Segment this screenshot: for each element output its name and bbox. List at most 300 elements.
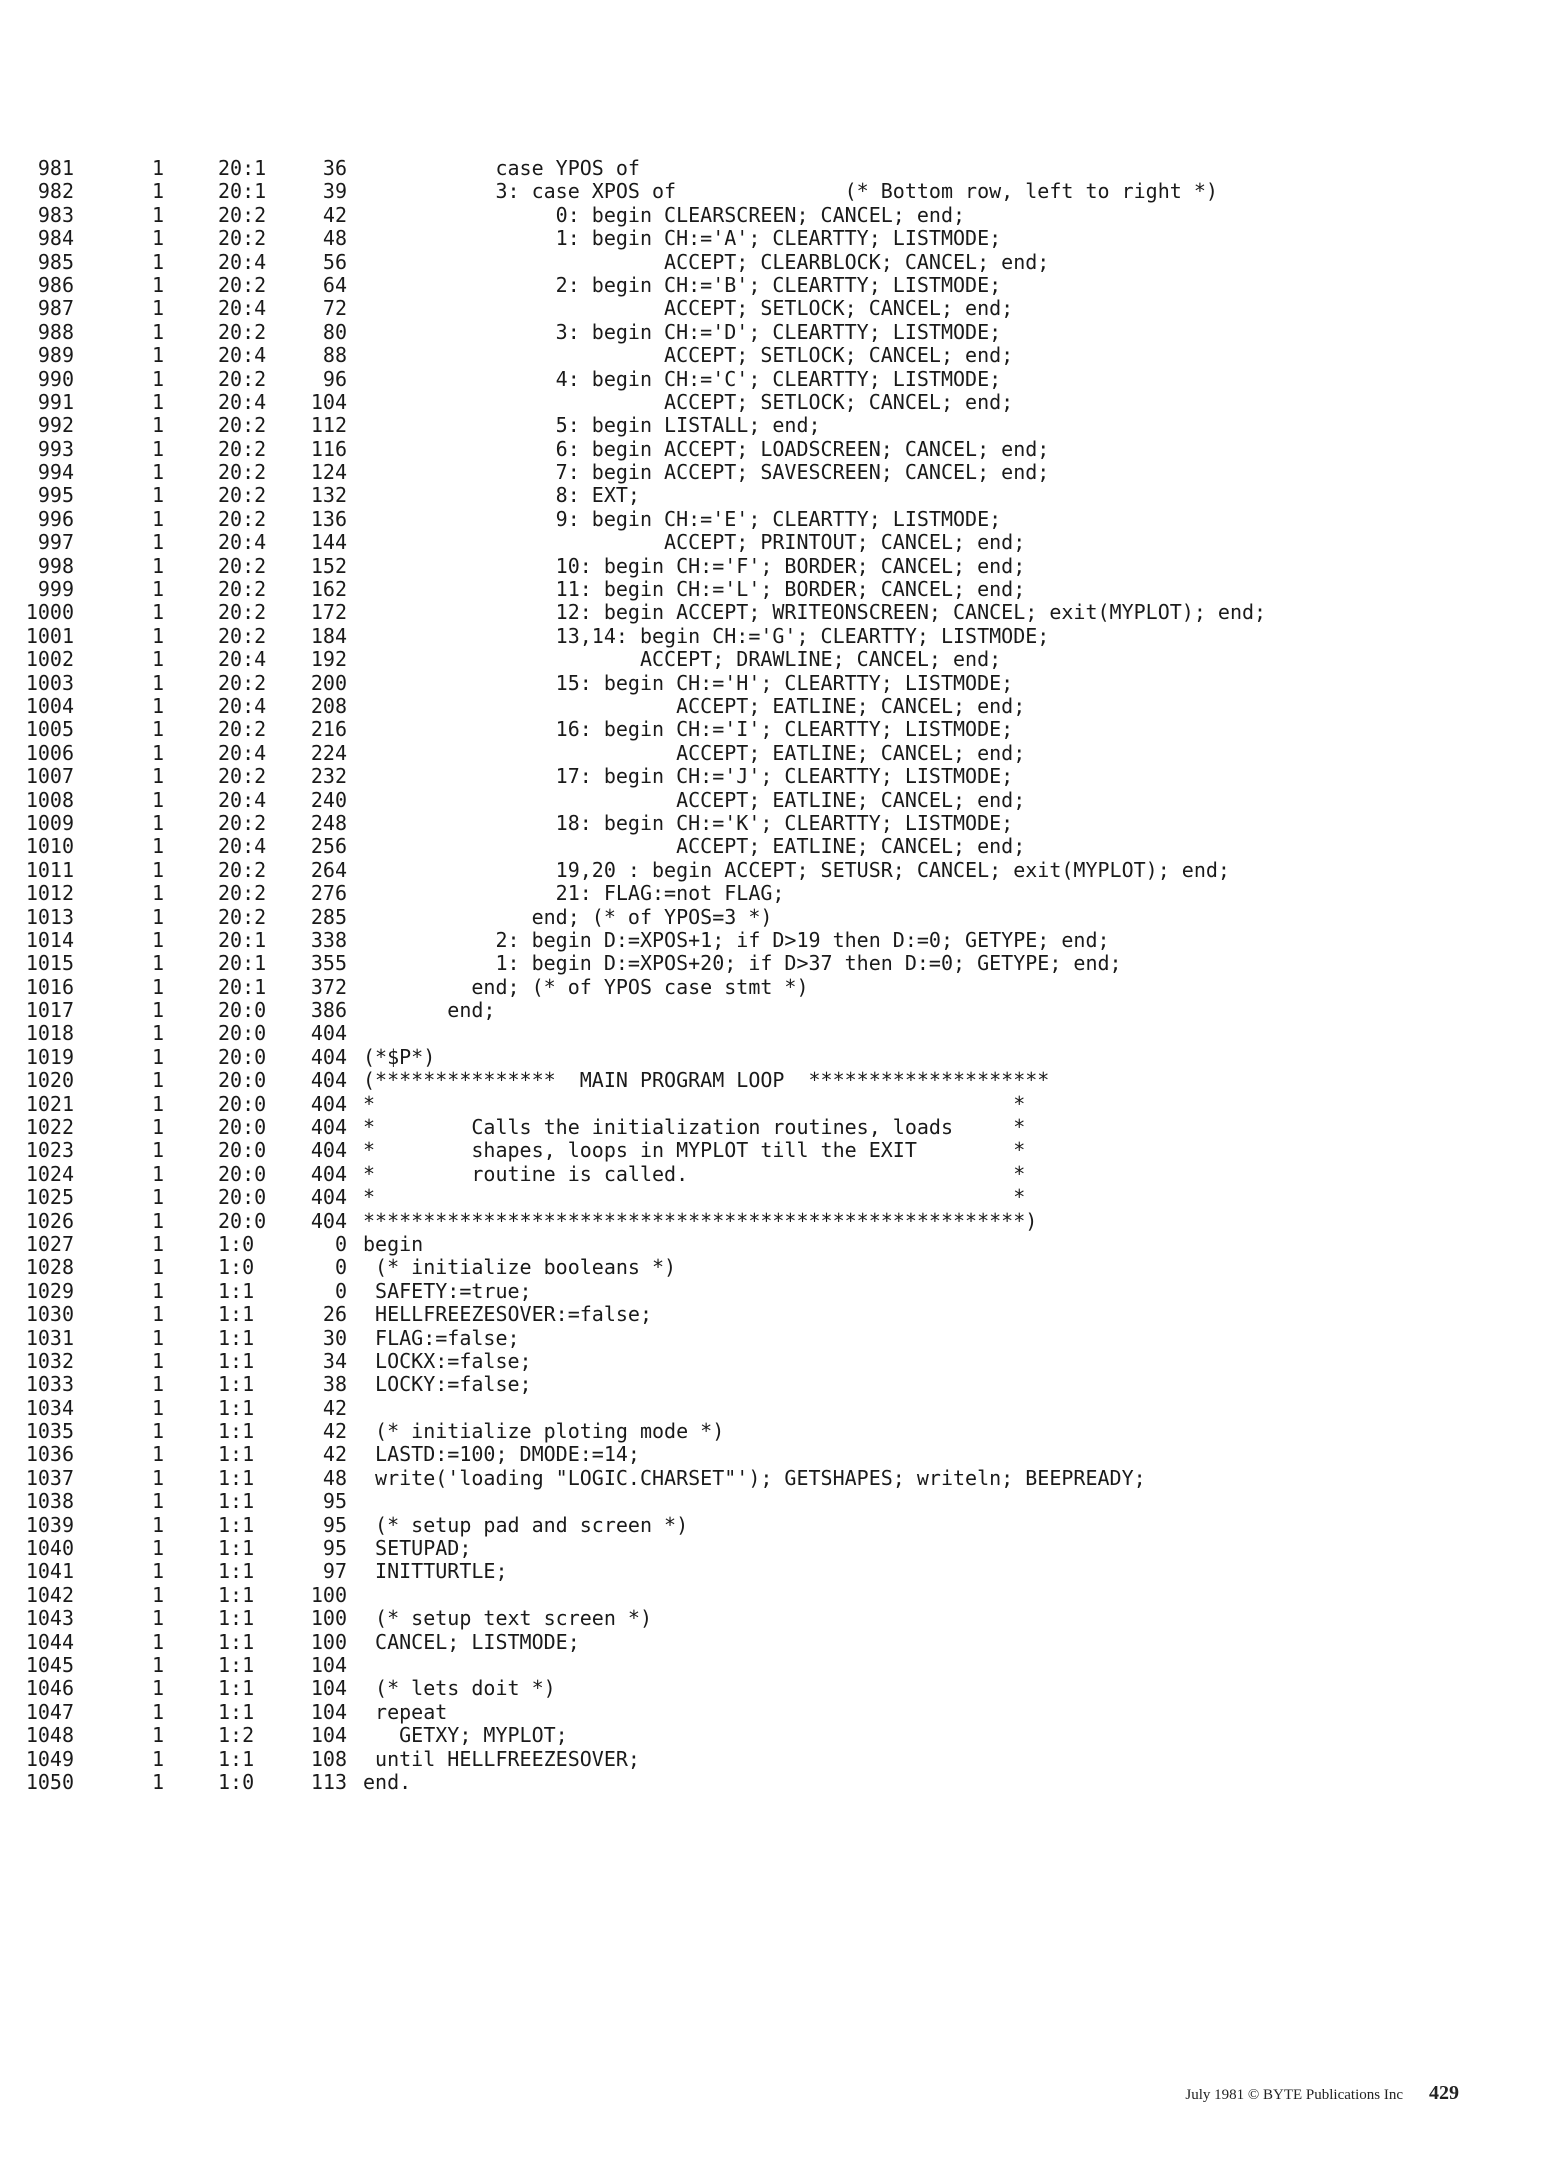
code-line [0,1748,1551,1771]
code-line [0,1350,1551,1373]
source-code: 1: begin CH:='A'; CLEARTTY; LISTMODE; [363,226,1002,251]
source-code: end; (* of YPOS=3 *) [363,904,773,929]
line-number: 996 [37,506,74,531]
proc-position: 20:0 [218,1115,267,1140]
proc-position: 20:4 [218,296,267,321]
nesting-level: 1 [152,647,165,672]
instruction-counter: 42 [322,1419,347,1444]
nesting-level: 1 [152,1161,165,1186]
code-line [0,882,1551,905]
source-code: INITTURTLE; [363,1559,508,1584]
code-line [0,789,1551,812]
code-line [0,508,1551,531]
proc-position: 1:1 [218,1278,255,1303]
nesting-level: 1 [152,272,165,297]
proc-position: 20:2 [218,436,267,461]
proc-position: 20:0 [218,998,267,1023]
proc-position: 20:2 [218,460,267,485]
line-number: 982 [37,179,74,204]
source-code: 7: begin ACCEPT; SAVESCREEN; CANCEL; end; [363,460,1050,485]
line-number: 981 [37,156,74,180]
nesting-level: 1 [152,1068,165,1093]
source-code: repeat [363,1699,448,1724]
nesting-level: 1 [152,1653,165,1677]
line-number: 1013 [25,904,74,929]
instruction-counter: 338 [310,927,347,952]
code-line [0,1210,1551,1233]
instruction-counter: 64 [322,272,347,297]
line-number: 1017 [25,998,74,1023]
code-line [0,297,1551,320]
source-code: 5: begin LISTALL; end; [363,413,821,438]
nesting-level: 1 [152,1512,165,1537]
instruction-counter: 386 [310,998,347,1023]
instruction-counter: 285 [310,904,347,929]
publication-credit: July 1981 © BYTE Publications Inc [1185,2087,1403,2103]
instruction-counter: 96 [322,366,347,391]
proc-position: 20:2 [218,857,267,882]
line-number: 1005 [25,717,74,742]
line-number: 1028 [25,1255,74,1280]
proc-position: 1:1 [218,1559,255,1584]
line-number: 1043 [25,1606,74,1631]
line-number: 1021 [25,1091,74,1116]
instruction-counter: 95 [322,1489,347,1514]
instruction-counter: 404 [310,1044,347,1069]
instruction-counter: 72 [322,296,347,321]
proc-position: 1:1 [218,1419,255,1444]
line-number: 1009 [25,810,74,835]
nesting-level: 1 [152,553,165,578]
proc-position: 20:4 [218,530,267,555]
proc-position: 1:0 [218,1769,255,1794]
instruction-counter: 39 [322,179,347,204]
line-number: 1020 [25,1068,74,1093]
nesting-level: 1 [152,343,165,368]
instruction-counter: 36 [322,156,347,180]
line-number: 1036 [25,1442,74,1467]
code-line [0,625,1551,648]
code-listing [0,157,1551,1794]
instruction-counter: 30 [322,1325,347,1350]
code-line [0,1654,1551,1677]
nesting-level: 1 [152,1348,165,1373]
source-code: 1: begin D:=XPOS+20; if D>37 then D:=0; GETYPE; end; [363,951,1122,976]
proc-position: 20:0 [218,1208,267,1233]
instruction-counter: 97 [322,1559,347,1584]
source-code: 10: begin CH:='F'; BORDER; CANCEL; end; [363,553,1026,578]
line-number: 997 [37,530,74,555]
proc-position: 1:1 [218,1676,255,1701]
nesting-level: 1 [152,717,165,742]
code-line [0,1116,1551,1139]
instruction-counter: 224 [310,740,347,765]
nesting-level: 1 [152,787,165,812]
instruction-counter: 104 [310,389,347,414]
code-line [0,976,1551,999]
instruction-counter: 100 [310,1629,347,1654]
instruction-counter: 38 [322,1372,347,1397]
instruction-counter: 404 [310,1138,347,1163]
instruction-counter: 162 [310,577,347,602]
source-code: (* setup text screen *) [363,1606,652,1631]
nesting-level: 1 [152,319,165,344]
code-line [0,274,1551,297]
proc-position: 20:4 [218,343,267,368]
instruction-counter: 34 [322,1348,347,1373]
source-code: ACCEPT; SETLOCK; CANCEL; end; [363,296,1014,321]
source-code: write('loading "LOGIC.CHARSET"'); GETSHAPES; writeln; BEEPREADY; [363,1465,1146,1490]
instruction-counter: 404 [310,1021,347,1046]
line-number: 1000 [25,600,74,625]
instruction-counter: 113 [310,1769,347,1794]
instruction-counter: 0 [334,1231,347,1256]
line-number: 1012 [25,881,74,906]
code-line [0,999,1551,1022]
code-line [0,461,1551,484]
proc-position: 20:1 [218,927,267,952]
nesting-level: 1 [152,1676,165,1701]
proc-position: 1:1 [218,1746,255,1771]
line-number: 1044 [25,1629,74,1654]
line-number: 986 [37,272,74,297]
code-line [0,1467,1551,1490]
nesting-level: 1 [152,764,165,789]
code-line [0,859,1551,882]
proc-position: 20:2 [218,272,267,297]
nesting-level: 1 [152,179,165,204]
proc-position: 20:2 [218,717,267,742]
code-line [0,1069,1551,1092]
line-number: 1039 [25,1512,74,1537]
source-code: (*************** MAIN PROGRAM LOOP ******************** [363,1068,1050,1093]
nesting-level: 1 [152,1255,165,1280]
code-line [0,718,1551,741]
source-code: 18: begin CH:='K'; CLEARTTY; LISTMODE; [363,810,1014,835]
proc-position: 1:1 [218,1325,255,1350]
line-number: 1048 [25,1723,74,1748]
code-line [0,1280,1551,1303]
code-line [0,672,1551,695]
nesting-level: 1 [152,1769,165,1794]
instruction-counter: 0 [334,1278,347,1303]
proc-position: 1:1 [218,1653,255,1677]
code-line [0,1327,1551,1350]
nesting-level: 1 [152,1746,165,1771]
nesting-level: 1 [152,1021,165,1046]
line-number: 1003 [25,670,74,695]
line-number: 1029 [25,1278,74,1303]
source-code: end; (* of YPOS case stmt *) [363,974,809,999]
nesting-level: 1 [152,1091,165,1116]
line-number: 1033 [25,1372,74,1397]
proc-position: 20:4 [218,647,267,672]
code-line [0,1490,1551,1513]
nesting-level: 1 [152,156,165,180]
proc-position: 20:0 [218,1185,267,1210]
line-number: 1014 [25,927,74,952]
source-code: 9: begin CH:='E'; CLEARTTY; LISTMODE; [363,506,1002,531]
line-number: 1030 [25,1302,74,1327]
source-code: 8: EXT; [363,483,640,508]
instruction-counter: 80 [322,319,347,344]
code-line [0,1724,1551,1747]
instruction-counter: 404 [310,1068,347,1093]
source-code: 19,20 : begin ACCEPT; SETUSR; CANCEL; exit(MYPLOT); end; [363,857,1230,882]
instruction-counter: 104 [310,1653,347,1677]
instruction-counter: 372 [310,974,347,999]
proc-position: 1:1 [218,1699,255,1724]
line-number: 1016 [25,974,74,999]
line-number: 1011 [25,857,74,882]
proc-position: 20:1 [218,156,267,180]
code-line [0,929,1551,952]
nesting-level: 1 [152,1442,165,1467]
instruction-counter: 48 [322,226,347,251]
source-code: (* initialize ploting mode *) [363,1419,725,1444]
nesting-level: 1 [152,1606,165,1631]
nesting-level: 1 [152,506,165,531]
source-code: HELLFREEZESOVER:=false; [363,1302,652,1327]
source-code: 12: begin ACCEPT; WRITEONSCREEN; CANCEL; exit(MYPLOT); end; [363,600,1267,625]
instruction-counter: 100 [310,1582,347,1607]
code-line [0,695,1551,718]
code-line [0,1163,1551,1186]
nesting-level: 1 [152,881,165,906]
nesting-level: 1 [152,1115,165,1140]
instruction-counter: 104 [310,1723,347,1748]
proc-position: 20:2 [218,764,267,789]
line-number: 1023 [25,1138,74,1163]
line-number: 1045 [25,1653,74,1677]
instruction-counter: 108 [310,1746,347,1771]
code-line [0,1303,1551,1326]
instruction-counter: 144 [310,530,347,555]
nesting-level: 1 [152,249,165,274]
nesting-level: 1 [152,857,165,882]
line-number: 993 [37,436,74,461]
instruction-counter: 0 [334,1255,347,1280]
source-code: SAFETY:=true; [363,1278,532,1303]
nesting-level: 1 [152,413,165,438]
instruction-counter: 42 [322,1395,347,1420]
nesting-level: 1 [152,226,165,251]
line-number: 1007 [25,764,74,789]
line-number: 1010 [25,834,74,859]
line-number: 987 [37,296,74,321]
proc-position: 20:2 [218,506,267,531]
instruction-counter: 404 [310,1208,347,1233]
instruction-counter: 200 [310,670,347,695]
instruction-counter: 100 [310,1606,347,1631]
nesting-level: 1 [152,1699,165,1724]
instruction-counter: 172 [310,600,347,625]
code-line [0,1046,1551,1069]
nesting-level: 1 [152,998,165,1023]
source-code: end. [363,1769,412,1794]
nesting-level: 1 [152,1185,165,1210]
nesting-level: 1 [152,951,165,976]
proc-position: 1:0 [218,1255,255,1280]
line-number: 1018 [25,1021,74,1046]
proc-position: 1:2 [218,1723,255,1748]
source-code: *******************************************************) [363,1208,1038,1233]
line-number: 1001 [25,623,74,648]
instruction-counter: 56 [322,249,347,274]
nesting-level: 1 [152,202,165,227]
source-code: * shapes, loops in MYPLOT till the EXIT * [363,1138,1026,1163]
page-footer [1185,2082,1459,2105]
instruction-counter: 95 [322,1512,347,1537]
source-code: until HELLFREEZESOVER; [363,1746,640,1771]
proc-position: 1:0 [218,1231,255,1256]
proc-position: 20:4 [218,787,267,812]
source-code: 13,14: begin CH:='G'; CLEARTTY; LISTMODE; [363,623,1050,648]
instruction-counter: 42 [322,1442,347,1467]
code-line [0,1139,1551,1162]
code-line [0,414,1551,437]
nesting-level: 1 [152,1231,165,1256]
instruction-counter: 116 [310,436,347,461]
nesting-level: 1 [152,1138,165,1163]
code-line [0,1373,1551,1396]
proc-position: 20:2 [218,600,267,625]
proc-position: 1:1 [218,1348,255,1373]
line-number: 1050 [25,1769,74,1794]
nesting-level: 1 [152,600,165,625]
proc-position: 1:1 [218,1372,255,1397]
code-line [0,765,1551,788]
nesting-level: 1 [152,1536,165,1561]
proc-position: 1:1 [218,1442,255,1467]
source-code: 4: begin CH:='C'; CLEARTTY; LISTMODE; [363,366,1002,391]
code-line [0,1443,1551,1466]
code-line [0,157,1551,180]
line-number: 989 [37,343,74,368]
line-number: 998 [37,553,74,578]
line-number: 1040 [25,1536,74,1561]
code-line [0,1677,1551,1700]
nesting-level: 1 [152,1302,165,1327]
source-code: 17: begin CH:='J'; CLEARTTY; LISTMODE; [363,764,1014,789]
code-line [0,812,1551,835]
nesting-level: 1 [152,296,165,321]
line-number: 995 [37,483,74,508]
line-number: 1006 [25,740,74,765]
proc-position: 1:1 [218,1302,255,1327]
source-code: * * [363,1091,1026,1116]
instruction-counter: 88 [322,343,347,368]
source-code: LOCKX:=false; [363,1348,532,1373]
source-code: (* lets doit *) [363,1676,556,1701]
instruction-counter: 136 [310,506,347,531]
line-number: 984 [37,226,74,251]
source-code: LASTD:=100; DMODE:=14; [363,1442,640,1467]
source-code: 6: begin ACCEPT; LOADSCREEN; CANCEL; end; [363,436,1050,461]
line-number: 983 [37,202,74,227]
code-line [0,1233,1551,1256]
line-number: 1008 [25,787,74,812]
source-code: (* setup pad and screen *) [363,1512,689,1537]
line-number: 1038 [25,1489,74,1514]
proc-position: 1:1 [218,1606,255,1631]
source-code: 11: begin CH:='L'; BORDER; CANCEL; end; [363,577,1026,602]
nesting-level: 1 [152,670,165,695]
proc-position: 20:4 [218,834,267,859]
instruction-counter: 404 [310,1161,347,1186]
code-line [0,438,1551,461]
line-number: 1025 [25,1185,74,1210]
line-number: 1047 [25,1699,74,1724]
nesting-level: 1 [152,810,165,835]
source-code: * Calls the initialization routines, loads * [363,1115,1026,1140]
proc-position: 20:2 [218,413,267,438]
source-code: ACCEPT; CLEARBLOCK; CANCEL; end; [363,249,1050,274]
source-code: ACCEPT; PRINTOUT; CANCEL; end; [363,530,1026,555]
instruction-counter: 112 [310,413,347,438]
code-line [0,321,1551,344]
source-code: 15: begin CH:='H'; CLEARTTY; LISTMODE; [363,670,1014,695]
proc-position: 20:2 [218,319,267,344]
code-line [0,835,1551,858]
line-number: 991 [37,389,74,414]
nesting-level: 1 [152,366,165,391]
source-code: * routine is called. * [363,1161,1026,1186]
instruction-counter: 42 [322,202,347,227]
instruction-counter: 404 [310,1091,347,1116]
source-code: ACCEPT; EATLINE; CANCEL; end; [363,787,1026,812]
proc-position: 1:1 [218,1582,255,1607]
instruction-counter: 232 [310,764,347,789]
proc-position: 20:2 [218,623,267,648]
nesting-level: 1 [152,974,165,999]
proc-position: 20:2 [218,904,267,929]
nesting-level: 1 [152,1395,165,1420]
line-number: 990 [37,366,74,391]
instruction-counter: 104 [310,1676,347,1701]
line-number: 1022 [25,1115,74,1140]
line-number: 1024 [25,1161,74,1186]
code-line [0,555,1551,578]
instruction-counter: 240 [310,787,347,812]
code-line [0,1420,1551,1443]
proc-position: 20:0 [218,1068,267,1093]
nesting-level: 1 [152,1325,165,1350]
proc-position: 1:1 [218,1512,255,1537]
code-line [0,391,1551,414]
source-code: 21: FLAG:=not FLAG; [363,881,785,906]
nesting-level: 1 [152,904,165,929]
instruction-counter: 48 [322,1465,347,1490]
nesting-level: 1 [152,1629,165,1654]
proc-position: 20:0 [218,1044,267,1069]
nesting-level: 1 [152,389,165,414]
nesting-level: 1 [152,834,165,859]
proc-position: 20:2 [218,881,267,906]
nesting-level: 1 [152,1465,165,1490]
code-line [0,1771,1551,1794]
code-line [0,1607,1551,1630]
line-number: 1046 [25,1676,74,1701]
source-code: 3: begin CH:='D'; CLEARTTY; LISTMODE; [363,319,1002,344]
nesting-level: 1 [152,1489,165,1514]
proc-position: 20:1 [218,974,267,999]
proc-position: 20:2 [218,810,267,835]
line-number: 1002 [25,647,74,672]
code-line [0,906,1551,929]
source-code: ACCEPT; SETLOCK; CANCEL; end; [363,389,1014,414]
nesting-level: 1 [152,1372,165,1397]
